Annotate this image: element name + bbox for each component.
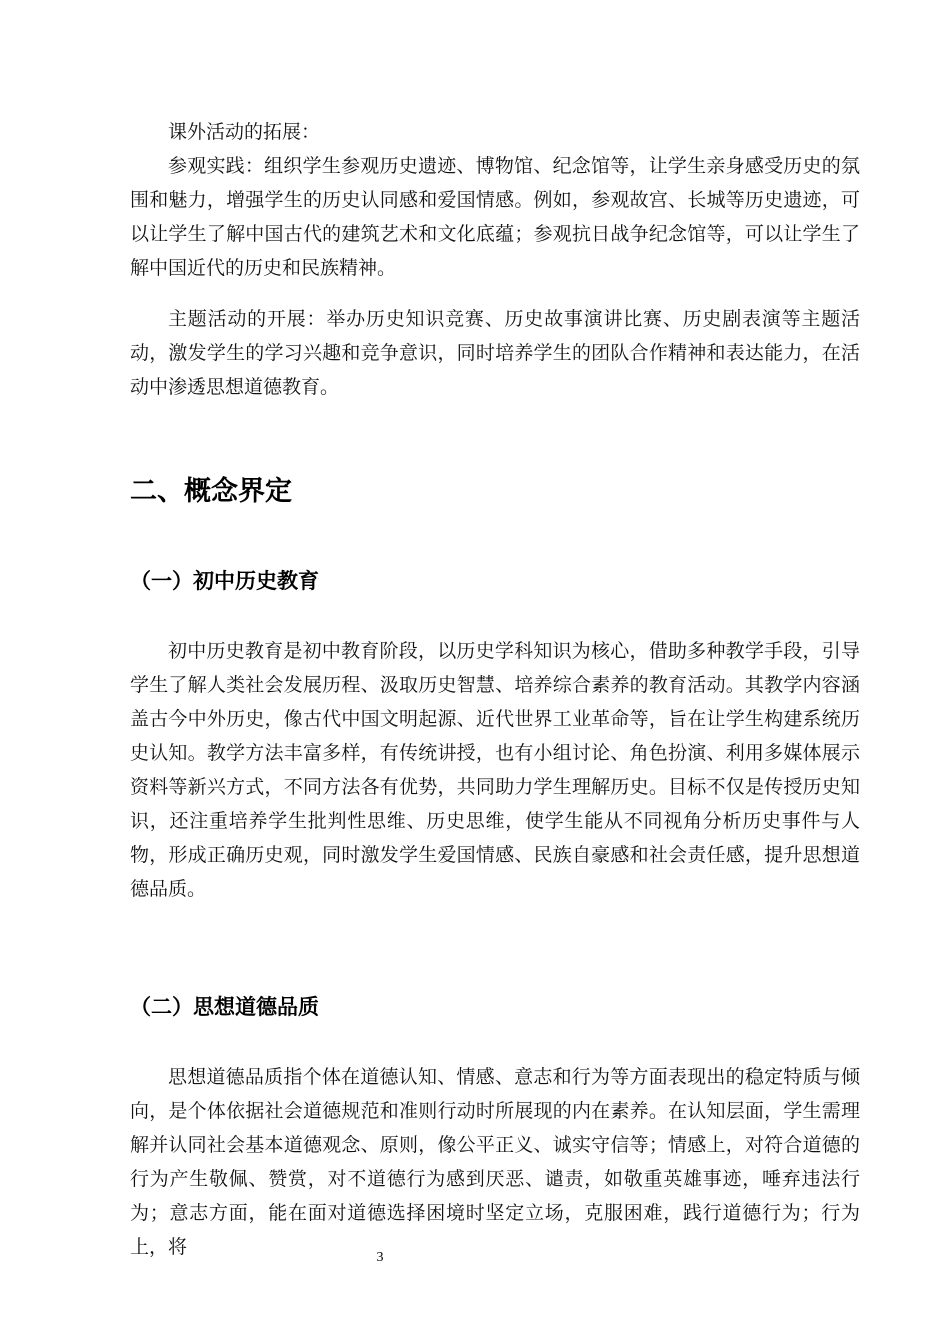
section-heading-concept-definition: 二、概念界定 xyxy=(130,476,292,507)
paragraph-moral-quality: 思想道德品质指个体在道德认知、情感、意志和行为等方面表现出的稳定特质与倾向，是个体依据社会道德规范和准则行动时所展现的内在素养。在认知层面，学生需理解并认同社会基本道德观念、原则，像公平正义、诚实守信等；情感上，对符合道德的行为产生敬佩、赞赏，对不道德行为感到厌恶、谴责，如敬重英雄事迹，唾弃违法行为；意志方面，能在面对道德选择困境时坚定立场，克服困难，践行道德行为；行为上，将 xyxy=(130,1066,860,1258)
page-number: 3 xyxy=(376,1250,384,1265)
paragraph-theme-activities: 主题活动的开展：举办历史知识竞赛、历史故事演讲比赛、历史剧表演等主题活动，激发学生的学习兴趣和竞争意识，同时培养学生的团队合作精神和表达能力，在活动中渗透思想道德教育。 xyxy=(130,308,860,398)
paragraph-field-visit: 参观实践：组织学生参观历史遗迹、博物馆、纪念馆等，让学生亲身感受历史的氛围和魅力，增强学生的历史认同感和爱国情感。例如，参观故宫、长城等历史遗迹，可以让学生了解中国古代的建筑艺术和文化底蕴；参观抗日战争纪念馆等，可以让学生了解中国近代的历史和民族精神。 xyxy=(130,155,860,279)
subsection-heading-moral-quality: （二）思想道德品质 xyxy=(130,995,319,1019)
subsection-heading-history-education: （一）初中历史教育 xyxy=(130,569,319,593)
paragraph-history-education: 初中历史教育是初中教育阶段，以历史学科知识为核心，借助多种教学手段，引导学生了解人类社会发展历程、汲取历史智慧、培养综合素养的教育活动。其教学内容涵盖古今中外历史，像古代中国文明起源、近代世界工业革命等，旨在让学生构建系统历史认知。教学方法丰富多样，有传统讲授，也有小组讨论、角色扮演、利用多媒体展示资料等新兴方式，不同方法各有优势，共同助力学生理解历史。目标不仅是传授历史知识，还注重培养学生批判性思维、历史思维，使学生能从不同视角分析历史事件与人物，形成正确历史观，同时激发学生爱国情感、民族自豪感和社会责任感，提升思想道德品质。 xyxy=(130,640,860,900)
paragraph-extracurricular-heading: 课外活动的拓展： xyxy=(168,121,321,143)
